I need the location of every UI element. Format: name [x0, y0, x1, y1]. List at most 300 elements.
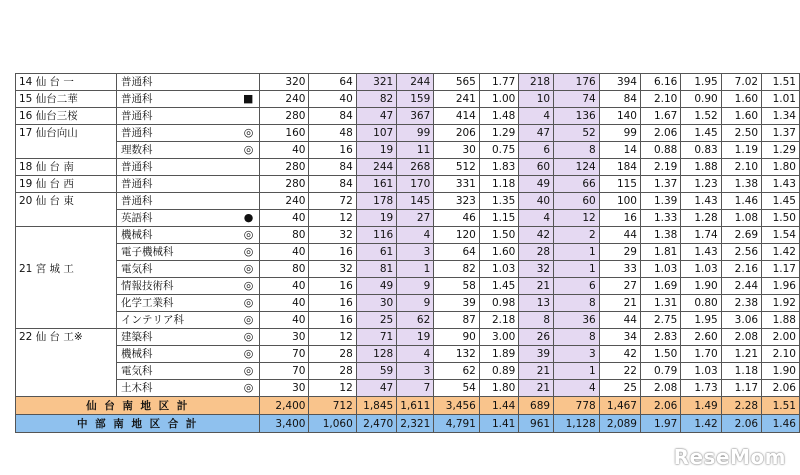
- value-cell: 1.03: [681, 261, 721, 278]
- value-cell: 40: [260, 244, 309, 261]
- value-cell: 4: [519, 210, 554, 227]
- value-cell: 1: [397, 261, 434, 278]
- value-cell: 0.90: [681, 91, 721, 108]
- total-value-cell: 1.46: [762, 415, 800, 433]
- value-cell: 19: [356, 142, 396, 159]
- value-cell: 32: [309, 227, 356, 244]
- value-cell: 1.50: [640, 346, 680, 363]
- value-cell: 4: [397, 346, 434, 363]
- value-cell: 1.43: [762, 176, 800, 193]
- course-cell: 機械科: [117, 346, 215, 363]
- region-total-row: [16, 415, 800, 433]
- value-cell: 80: [260, 261, 309, 278]
- table-row: [16, 176, 800, 193]
- value-cell: 116: [356, 227, 396, 244]
- value-cell: 1.48: [479, 108, 519, 125]
- value-cell: 16: [309, 244, 356, 261]
- value-cell: 27: [397, 210, 434, 227]
- school-name-cell: 14 仙 台 一: [16, 74, 117, 91]
- total-value-cell: 2,400: [260, 397, 309, 415]
- value-cell: 1.08: [721, 210, 761, 227]
- value-cell: 99: [397, 125, 434, 142]
- value-cell: 11: [397, 142, 434, 159]
- value-cell: 1.19: [721, 142, 761, 159]
- value-cell: 1.45: [762, 193, 800, 210]
- value-cell: 54: [434, 380, 480, 397]
- mark-cell: ◎: [215, 227, 260, 244]
- value-cell: 2.56: [721, 244, 761, 261]
- value-cell: 1.38: [640, 227, 680, 244]
- value-cell: 84: [309, 176, 356, 193]
- value-cell: 240: [260, 91, 309, 108]
- value-cell: 47: [519, 125, 554, 142]
- school-name-cell: [16, 295, 117, 312]
- value-cell: 2.38: [721, 295, 761, 312]
- total-value-cell: 3,456: [434, 397, 480, 415]
- value-cell: 44: [599, 227, 640, 244]
- mark-cell: [215, 74, 260, 91]
- total-value-cell: 1,611: [397, 397, 434, 415]
- school-name-cell: [16, 363, 117, 380]
- table-row: [16, 261, 800, 278]
- value-cell: 90: [434, 329, 480, 346]
- value-cell: 8: [519, 312, 554, 329]
- value-cell: 159: [397, 91, 434, 108]
- value-cell: 1.50: [479, 227, 519, 244]
- total-value-cell: 1,467: [599, 397, 640, 415]
- value-cell: 19: [397, 329, 434, 346]
- value-cell: 14: [599, 142, 640, 159]
- mark-cell: ◎: [215, 125, 260, 142]
- value-cell: 2.00: [762, 329, 800, 346]
- value-cell: 100: [599, 193, 640, 210]
- value-cell: 280: [260, 108, 309, 125]
- table-row: [16, 210, 800, 227]
- value-cell: 0.80: [681, 295, 721, 312]
- value-cell: 280: [260, 159, 309, 176]
- value-cell: 218: [519, 74, 554, 91]
- value-cell: 16: [599, 210, 640, 227]
- value-cell: 145: [397, 193, 434, 210]
- value-cell: 512: [434, 159, 480, 176]
- value-cell: 4: [519, 108, 554, 125]
- value-cell: 1.52: [681, 108, 721, 125]
- value-cell: 0.88: [640, 142, 680, 159]
- value-cell: 244: [356, 159, 396, 176]
- value-cell: 64: [434, 244, 480, 261]
- value-cell: 414: [434, 108, 480, 125]
- value-cell: 1.03: [681, 363, 721, 380]
- value-cell: 60: [554, 193, 600, 210]
- value-cell: 70: [260, 346, 309, 363]
- total-value-cell: 3,400: [260, 415, 309, 433]
- value-cell: 44: [599, 312, 640, 329]
- value-cell: 40: [309, 91, 356, 108]
- value-cell: 2.06: [762, 380, 800, 397]
- table-row: [16, 312, 800, 329]
- total-value-cell: 689: [519, 397, 554, 415]
- course-cell: 英語科: [117, 210, 215, 227]
- value-cell: 176: [554, 74, 600, 91]
- total-value-cell: 4,791: [434, 415, 480, 433]
- value-cell: 115: [599, 176, 640, 193]
- mark-cell: ◎: [215, 329, 260, 346]
- school-name-cell: 21 宮 城 工: [16, 261, 117, 278]
- total-value-cell: 2.28: [721, 397, 761, 415]
- value-cell: 1.80: [479, 380, 519, 397]
- value-cell: 161: [356, 176, 396, 193]
- value-cell: 1.92: [762, 295, 800, 312]
- value-cell: 10: [519, 91, 554, 108]
- value-cell: 128: [356, 346, 396, 363]
- value-cell: 28: [519, 244, 554, 261]
- value-cell: 13: [519, 295, 554, 312]
- course-cell: 土木科: [117, 380, 215, 397]
- value-cell: 21: [519, 380, 554, 397]
- value-cell: 40: [260, 295, 309, 312]
- value-cell: 52: [554, 125, 600, 142]
- school-name-cell: [16, 142, 117, 159]
- value-cell: 1: [554, 244, 600, 261]
- value-cell: 58: [434, 278, 480, 295]
- value-cell: 22: [599, 363, 640, 380]
- value-cell: 62: [397, 312, 434, 329]
- mark-cell: [215, 159, 260, 176]
- mark-cell: [215, 193, 260, 210]
- total-value-cell: 1.97: [640, 415, 680, 433]
- value-cell: 178: [356, 193, 396, 210]
- value-cell: 170: [397, 176, 434, 193]
- value-cell: 1.89: [479, 346, 519, 363]
- value-cell: 2.60: [681, 329, 721, 346]
- course-cell: 普通科: [117, 159, 215, 176]
- value-cell: 9: [397, 278, 434, 295]
- value-cell: 81: [356, 261, 396, 278]
- value-cell: 2.16: [721, 261, 761, 278]
- value-cell: 1.21: [721, 346, 761, 363]
- value-cell: 323: [434, 193, 480, 210]
- value-cell: 244: [397, 74, 434, 91]
- value-cell: 1.54: [762, 227, 800, 244]
- value-cell: 84: [309, 108, 356, 125]
- value-cell: 82: [356, 91, 396, 108]
- mark-cell: [215, 176, 260, 193]
- value-cell: 2.10: [721, 159, 761, 176]
- value-cell: 1.43: [681, 193, 721, 210]
- value-cell: 2.83: [640, 329, 680, 346]
- school-name-cell: [16, 210, 117, 227]
- value-cell: 565: [434, 74, 480, 91]
- table-row: [16, 244, 800, 261]
- value-cell: 2.18: [479, 312, 519, 329]
- value-cell: 29: [599, 244, 640, 261]
- value-cell: 19: [356, 210, 396, 227]
- value-cell: 21: [599, 295, 640, 312]
- value-cell: 2.08: [640, 380, 680, 397]
- value-cell: 1.90: [681, 278, 721, 295]
- value-cell: 8: [554, 142, 600, 159]
- value-cell: 0.83: [681, 142, 721, 159]
- course-cell: 情報技術科: [117, 278, 215, 295]
- value-cell: 64: [309, 74, 356, 91]
- table-row: [16, 295, 800, 312]
- mark-cell: ◎: [215, 142, 260, 159]
- value-cell: 39: [519, 346, 554, 363]
- total-value-cell: 1,060: [309, 415, 356, 433]
- school-name-cell: 16 仙台三桜: [16, 108, 117, 125]
- value-cell: 2.10: [762, 346, 800, 363]
- value-cell: 120: [434, 227, 480, 244]
- value-cell: 71: [356, 329, 396, 346]
- value-cell: 132: [434, 346, 480, 363]
- value-cell: 30: [434, 142, 480, 159]
- value-cell: 87: [434, 312, 480, 329]
- value-cell: 1.51: [762, 74, 800, 91]
- value-cell: 1.37: [640, 176, 680, 193]
- value-cell: 268: [397, 159, 434, 176]
- course-cell: インテリア科: [117, 312, 215, 329]
- value-cell: 1.39: [640, 193, 680, 210]
- school-name-cell: [16, 380, 117, 397]
- value-cell: 62: [434, 363, 480, 380]
- value-cell: 47: [356, 380, 396, 397]
- value-cell: 4: [397, 227, 434, 244]
- value-cell: 3: [397, 363, 434, 380]
- school-name-cell: [16, 312, 117, 329]
- mark-cell: [215, 108, 260, 125]
- value-cell: 367: [397, 108, 434, 125]
- value-cell: 2.69: [721, 227, 761, 244]
- value-cell: 59: [356, 363, 396, 380]
- value-cell: 48: [309, 125, 356, 142]
- value-cell: 80: [260, 227, 309, 244]
- value-cell: 0.98: [479, 295, 519, 312]
- value-cell: 46: [434, 210, 480, 227]
- value-cell: 1.90: [762, 363, 800, 380]
- value-cell: 321: [356, 74, 396, 91]
- mark-cell: ◎: [215, 278, 260, 295]
- value-cell: 1.60: [721, 91, 761, 108]
- value-cell: 184: [599, 159, 640, 176]
- table-row: [16, 108, 800, 125]
- value-cell: 1.01: [762, 91, 800, 108]
- value-cell: 12: [554, 210, 600, 227]
- value-cell: 40: [260, 312, 309, 329]
- course-cell: 理数科: [117, 142, 215, 159]
- school-name-cell: 18 仙 台 南: [16, 159, 117, 176]
- watermark-logo: ReseMom: [673, 445, 786, 469]
- value-cell: 28: [309, 346, 356, 363]
- area-total-row: [16, 397, 800, 415]
- school-name-cell: [16, 346, 117, 363]
- value-cell: 47: [356, 108, 396, 125]
- value-cell: 39: [434, 295, 480, 312]
- value-cell: 1.96: [762, 278, 800, 295]
- value-cell: 1.50: [762, 210, 800, 227]
- school-name-cell: 17 仙台向山: [16, 125, 117, 142]
- value-cell: 1.60: [721, 108, 761, 125]
- value-cell: 1.17: [721, 380, 761, 397]
- value-cell: 1.00: [479, 91, 519, 108]
- value-cell: 84: [309, 159, 356, 176]
- value-cell: 0.89: [479, 363, 519, 380]
- value-cell: 40: [260, 278, 309, 295]
- value-cell: 3: [554, 346, 600, 363]
- value-cell: 3: [397, 244, 434, 261]
- value-cell: 42: [519, 227, 554, 244]
- value-cell: 1.38: [721, 176, 761, 193]
- value-cell: 2.06: [640, 125, 680, 142]
- value-cell: 0.75: [479, 142, 519, 159]
- value-cell: 42: [599, 346, 640, 363]
- school-name-cell: 19 仙 台 西: [16, 176, 117, 193]
- total-value-cell: 961: [519, 415, 554, 433]
- total-value-cell: 1.41: [479, 415, 519, 433]
- value-cell: 1.88: [762, 312, 800, 329]
- value-cell: 206: [434, 125, 480, 142]
- total-value-cell: 2,470: [356, 415, 396, 433]
- value-cell: 1: [554, 261, 600, 278]
- value-cell: 1.18: [479, 176, 519, 193]
- value-cell: 7: [397, 380, 434, 397]
- value-cell: 30: [260, 329, 309, 346]
- total-value-cell: 1.49: [681, 397, 721, 415]
- value-cell: 1.70: [681, 346, 721, 363]
- total-value-cell: 2,321: [397, 415, 434, 433]
- value-cell: 320: [260, 74, 309, 91]
- total-value-cell: 1.42: [681, 415, 721, 433]
- value-cell: 33: [599, 261, 640, 278]
- value-cell: 1.28: [681, 210, 721, 227]
- value-cell: 1.88: [681, 159, 721, 176]
- table-row: [16, 74, 800, 91]
- value-cell: 2: [554, 227, 600, 244]
- value-cell: 3.06: [721, 312, 761, 329]
- value-cell: 2.08: [721, 329, 761, 346]
- total-value-cell: 2,089: [599, 415, 640, 433]
- total-value-cell: 712: [309, 397, 356, 415]
- mark-cell: ◎: [215, 346, 260, 363]
- value-cell: 124: [554, 159, 600, 176]
- value-cell: 49: [519, 176, 554, 193]
- value-cell: 27: [599, 278, 640, 295]
- value-cell: 6: [519, 142, 554, 159]
- table-row: [16, 329, 800, 346]
- value-cell: 140: [599, 108, 640, 125]
- value-cell: 1.33: [640, 210, 680, 227]
- course-cell: 建築科: [117, 329, 215, 346]
- value-cell: 30: [260, 380, 309, 397]
- total-value-cell: 1,845: [356, 397, 396, 415]
- school-name-cell: [16, 278, 117, 295]
- mark-cell: ◎: [215, 363, 260, 380]
- value-cell: 1.46: [721, 193, 761, 210]
- course-cell: 普通科: [117, 193, 215, 210]
- value-cell: 36: [554, 312, 600, 329]
- value-cell: 1.80: [762, 159, 800, 176]
- total-value-cell: 778: [554, 397, 600, 415]
- course-cell: 電子機械科: [117, 244, 215, 261]
- mark-cell: ◎: [215, 312, 260, 329]
- value-cell: 1.17: [762, 261, 800, 278]
- value-cell: 1.03: [479, 261, 519, 278]
- table-row: [16, 380, 800, 397]
- admissions-table: [15, 73, 800, 433]
- mark-cell: ◎: [215, 261, 260, 278]
- value-cell: 99: [599, 125, 640, 142]
- value-cell: 66: [554, 176, 600, 193]
- value-cell: 1.95: [681, 74, 721, 91]
- value-cell: 1.34: [762, 108, 800, 125]
- value-cell: 1: [554, 363, 600, 380]
- value-cell: 1.81: [640, 244, 680, 261]
- value-cell: 1.15: [479, 210, 519, 227]
- value-cell: 1.18: [721, 363, 761, 380]
- mark-cell: ◎: [215, 380, 260, 397]
- value-cell: 2.10: [640, 91, 680, 108]
- value-cell: 21: [519, 363, 554, 380]
- value-cell: 34: [599, 329, 640, 346]
- course-cell: 電気科: [117, 261, 215, 278]
- value-cell: 6: [554, 278, 600, 295]
- value-cell: 1.45: [479, 278, 519, 295]
- value-cell: 1.73: [681, 380, 721, 397]
- value-cell: 1.67: [640, 108, 680, 125]
- mark-cell: ■: [215, 91, 260, 108]
- table-row: [16, 91, 800, 108]
- value-cell: 1.60: [479, 244, 519, 261]
- region-total-label: 中 部 南 地 区 合 計: [16, 415, 260, 433]
- value-cell: 25: [356, 312, 396, 329]
- value-cell: 9: [397, 295, 434, 312]
- value-cell: 2.75: [640, 312, 680, 329]
- total-value-cell: 2.06: [721, 415, 761, 433]
- value-cell: 6.16: [640, 74, 680, 91]
- course-cell: 普通科: [117, 125, 215, 142]
- value-cell: 3.00: [479, 329, 519, 346]
- table-row: [16, 142, 800, 159]
- value-cell: 1.43: [681, 244, 721, 261]
- value-cell: 1.35: [479, 193, 519, 210]
- value-cell: 4: [554, 380, 600, 397]
- value-cell: 28: [309, 363, 356, 380]
- value-cell: 21: [519, 278, 554, 295]
- total-value-cell: 1.44: [479, 397, 519, 415]
- table-row: [16, 193, 800, 210]
- total-value-cell: 1.51: [762, 397, 800, 415]
- value-cell: 1.29: [762, 142, 800, 159]
- value-cell: 1.03: [640, 261, 680, 278]
- value-cell: 136: [554, 108, 600, 125]
- value-cell: 70: [260, 363, 309, 380]
- value-cell: 1.83: [479, 159, 519, 176]
- value-cell: 16: [309, 278, 356, 295]
- value-cell: 49: [356, 278, 396, 295]
- course-cell: 普通科: [117, 74, 215, 91]
- value-cell: 16: [309, 312, 356, 329]
- value-cell: 40: [260, 210, 309, 227]
- value-cell: 12: [309, 210, 356, 227]
- value-cell: 26: [519, 329, 554, 346]
- value-cell: 0.79: [640, 363, 680, 380]
- value-cell: 240: [260, 193, 309, 210]
- area-total-label: 仙 台 南 地 区 計: [16, 397, 260, 415]
- value-cell: 394: [599, 74, 640, 91]
- table-row: [16, 159, 800, 176]
- value-cell: 1.29: [479, 125, 519, 142]
- value-cell: 280: [260, 176, 309, 193]
- table-row: [16, 227, 800, 244]
